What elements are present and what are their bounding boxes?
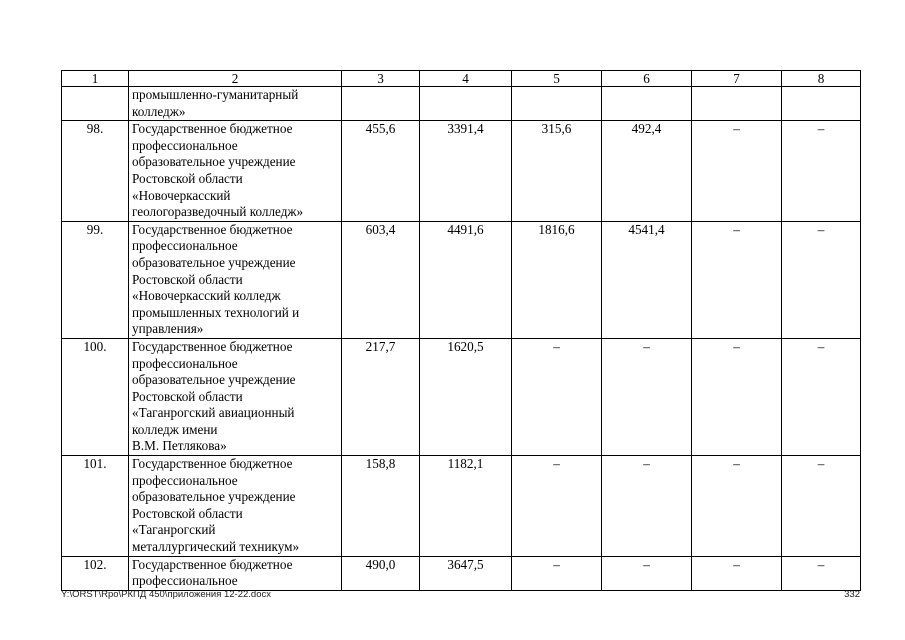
cell-column-7: –	[692, 456, 782, 557]
cell-column-8: –	[782, 556, 861, 590]
column-header-6: 6	[602, 71, 692, 87]
cell-column-8: –	[782, 221, 861, 338]
cell-column-3	[342, 87, 420, 121]
cell-column-5: –	[512, 556, 602, 590]
institution-name-line: профессиональное	[132, 355, 238, 371]
cell-column-6	[602, 87, 692, 121]
header-row	[62, 71, 861, 87]
cell-column-7	[692, 87, 782, 121]
institution-name	[129, 456, 342, 557]
table-row	[62, 87, 861, 121]
cell-column-7: –	[692, 221, 782, 338]
institution-name-line: Ростовской области	[132, 388, 243, 404]
institution-name-line: Государственное бюджетное	[132, 338, 293, 354]
cell-column-3: 490,0	[342, 556, 420, 590]
table-row	[62, 121, 861, 222]
cell-column-6: 4541,4	[602, 221, 692, 338]
file-path: Y:\ORST\Rpo\РКПД 450\приложения 12-22.docx	[61, 589, 271, 600]
column-header-3: 3	[342, 71, 420, 87]
institution-name-line: профессиональное	[132, 137, 238, 153]
institution-name-line: профессиональное	[132, 472, 238, 488]
table-row	[62, 456, 861, 557]
institution-name-line: «Таганрогский	[132, 522, 216, 538]
column-header-8: 8	[782, 71, 861, 87]
cell-column-3: 158,8	[342, 456, 420, 557]
institution-name-line: Государственное бюджетное	[132, 221, 293, 237]
institution-name-line: промышленно-гуманитарный	[132, 87, 299, 102]
institution-name-line: профессиональное	[132, 238, 238, 254]
institution-name-line: профессиональное	[132, 573, 238, 589]
institution-name	[129, 121, 342, 222]
row-number: 99.	[62, 221, 129, 338]
cell-column-4	[420, 87, 512, 121]
column-header-1: 1	[62, 71, 129, 87]
column-header-5: 5	[512, 71, 602, 87]
institution-name-line: Государственное бюджетное	[132, 556, 293, 572]
cell-column-5: –	[512, 456, 602, 557]
cell-column-4: 1182,1	[420, 456, 512, 557]
row-number: 102.	[62, 556, 129, 590]
row-number: 101.	[62, 456, 129, 557]
institution-name-line: образовательное учреждение	[132, 489, 296, 505]
cell-column-3: 455,6	[342, 121, 420, 222]
cell-column-5: 1816,6	[512, 221, 602, 338]
column-header-7: 7	[692, 71, 782, 87]
cell-column-4: 1620,5	[420, 338, 512, 455]
cell-column-3: 603,4	[342, 221, 420, 338]
institution-name-line: образовательное учреждение	[132, 254, 296, 270]
institution-name-line: колледж»	[132, 103, 186, 119]
cell-column-8: –	[782, 338, 861, 455]
cell-column-6: 492,4	[602, 121, 692, 222]
cell-column-5	[512, 87, 602, 121]
institution-name-line: Ростовской области	[132, 271, 243, 287]
institution-name-line: образовательное учреждение	[132, 154, 296, 170]
institution-name-line: геологоразведочный колледж»	[132, 204, 304, 220]
table-row	[62, 221, 861, 338]
institution-name	[129, 87, 342, 121]
cell-column-8: –	[782, 121, 861, 222]
institution-name-line: «Новочеркасский колледж	[132, 288, 281, 304]
cell-column-5: 315,6	[512, 121, 602, 222]
cell-column-8: –	[782, 456, 861, 557]
table-header	[62, 71, 861, 87]
cell-column-5: –	[512, 338, 602, 455]
column-header-4: 4	[420, 71, 512, 87]
institution-name-line: образовательное учреждение	[132, 372, 296, 388]
cell-column-7: –	[692, 338, 782, 455]
institution-name	[129, 221, 342, 338]
page-number: 332	[844, 589, 860, 600]
cell-column-6: –	[602, 456, 692, 557]
row-number: 100.	[62, 338, 129, 455]
row-number: 98.	[62, 121, 129, 222]
cell-column-7: –	[692, 556, 782, 590]
cell-column-6: –	[602, 556, 692, 590]
cell-column-4: 3647,5	[420, 556, 512, 590]
row-number	[62, 87, 129, 121]
institution-name-line: «Новочеркасский	[132, 187, 231, 203]
institution-name	[129, 338, 342, 455]
table-body	[62, 87, 861, 591]
institution-name-line: Государственное бюджетное	[132, 121, 293, 137]
institution-name-line: управления»	[132, 321, 204, 337]
cell-column-8	[782, 87, 861, 121]
institution-name	[129, 556, 342, 590]
institution-name-line: колледж имени	[132, 421, 218, 437]
cell-column-7: –	[692, 121, 782, 222]
cell-column-6: –	[602, 338, 692, 455]
institution-name-line: В.М. Петлякова»	[132, 438, 227, 454]
institution-name-line: Ростовской области	[132, 505, 243, 521]
institution-name-line: Государственное бюджетное	[132, 456, 293, 472]
institution-name-line: промышленных технологий и	[132, 304, 300, 320]
institution-name-line: «Таганрогский авиационный	[132, 405, 295, 421]
cell-column-3: 217,7	[342, 338, 420, 455]
data-table	[61, 70, 861, 591]
table-row	[62, 556, 861, 590]
institution-name-line: Ростовской области	[132, 170, 243, 186]
institution-name-line: металлургический техникум»	[132, 539, 300, 555]
column-header-2: 2	[129, 71, 342, 87]
table-row	[62, 338, 861, 455]
cell-column-4: 3391,4	[420, 121, 512, 222]
cell-column-4: 4491,6	[420, 221, 512, 338]
